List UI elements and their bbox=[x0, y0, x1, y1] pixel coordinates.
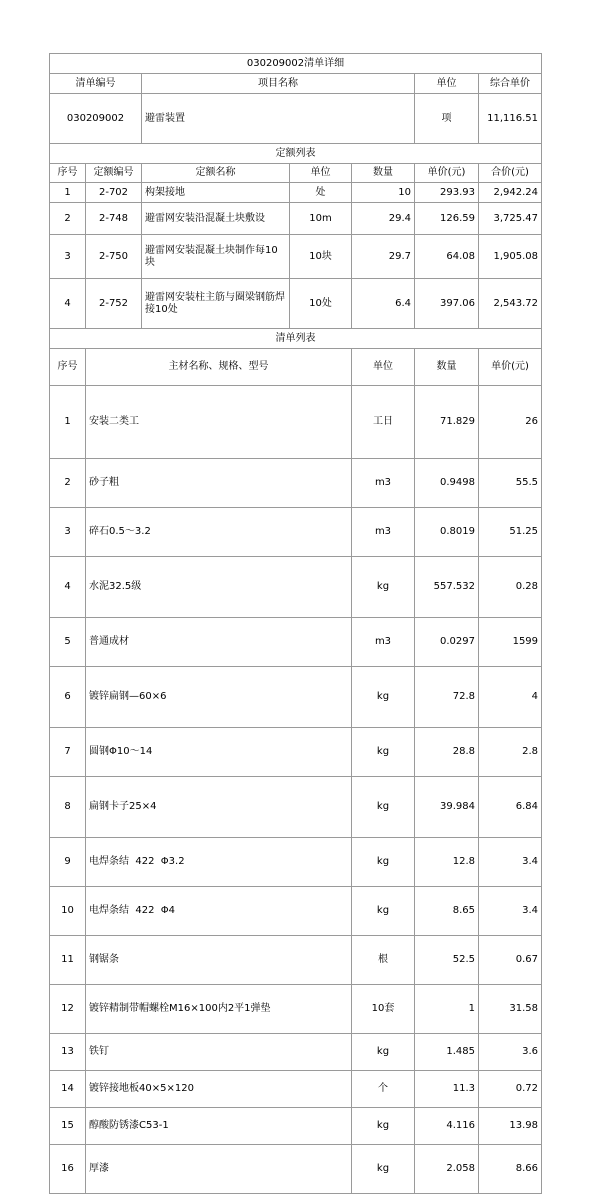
mat-seq: 2 bbox=[50, 459, 86, 508]
quota-row bbox=[50, 235, 542, 279]
quota-seq: 2 bbox=[50, 203, 86, 235]
item-name: 避雷装置 bbox=[142, 94, 415, 144]
mat-unit-price: 31.58 bbox=[479, 985, 542, 1034]
quota-name: 构架接地 bbox=[142, 183, 290, 203]
materials-row bbox=[50, 618, 542, 667]
quota-name: 避雷网安装沿混凝土块敷设 bbox=[142, 203, 290, 235]
quota-name: 避雷网安装柱主筋与圈梁钢筋焊接10处 bbox=[142, 279, 290, 329]
materials-row bbox=[50, 1071, 542, 1108]
mat-unit: kg bbox=[352, 777, 415, 838]
materials-row bbox=[50, 557, 542, 618]
mat-unit-price: 13.98 bbox=[479, 1108, 542, 1145]
materials-row bbox=[50, 1034, 542, 1071]
mat-unit: kg bbox=[352, 1034, 415, 1071]
mat-name: 圆钢Φ10～14 bbox=[86, 728, 352, 777]
quota-name: 避雷网安装混凝土块制作每10块 bbox=[142, 235, 290, 279]
mat-qty: 28.8 bbox=[415, 728, 479, 777]
mat-unit: 工日 bbox=[352, 386, 415, 459]
quota-row bbox=[50, 279, 542, 329]
bill-detail-table bbox=[49, 53, 542, 1194]
mat-qty: 72.8 bbox=[415, 667, 479, 728]
materials-row bbox=[50, 459, 542, 508]
quota-row bbox=[50, 203, 542, 235]
mat-name: 镀锌精制带帽螺栓M16×100内2平1弹垫 bbox=[86, 985, 352, 1034]
mat-unit: m3 bbox=[352, 459, 415, 508]
quota-qty: 29.7 bbox=[352, 235, 415, 279]
quota-seq: 4 bbox=[50, 279, 86, 329]
quota-code: 2-748 bbox=[86, 203, 142, 235]
quota-qty: 6.4 bbox=[352, 279, 415, 329]
mat-unit: kg bbox=[352, 838, 415, 887]
mat-seq: 5 bbox=[50, 618, 86, 667]
quota-col-header: 定额编号 bbox=[86, 164, 142, 183]
quota-row bbox=[50, 183, 542, 203]
mat-unit: 10套 bbox=[352, 985, 415, 1034]
mat-qty: 4.116 bbox=[415, 1108, 479, 1145]
page-title: 030209002清单详细 bbox=[50, 54, 542, 74]
mat-seq: 7 bbox=[50, 728, 86, 777]
mat-name: 钢锯条 bbox=[86, 936, 352, 985]
quota-unit: 10m bbox=[290, 203, 352, 235]
mat-unit: kg bbox=[352, 557, 415, 618]
mat-seq: 11 bbox=[50, 936, 86, 985]
mat-seq: 3 bbox=[50, 508, 86, 557]
materials-row bbox=[50, 386, 542, 459]
mat-unit: m3 bbox=[352, 618, 415, 667]
mat-qty: 2.058 bbox=[415, 1145, 479, 1194]
mat-qty: 12.8 bbox=[415, 838, 479, 887]
materials-row bbox=[50, 728, 542, 777]
quota-unit: 处 bbox=[290, 183, 352, 203]
materials-col-header: 数量 bbox=[415, 349, 479, 386]
mat-name: 水泥32.5级 bbox=[86, 557, 352, 618]
materials-row bbox=[50, 887, 542, 936]
mat-name: 安装二类工 bbox=[86, 386, 352, 459]
quota-unit-price: 126.59 bbox=[415, 203, 479, 235]
mat-unit-price: 3.4 bbox=[479, 887, 542, 936]
materials-row bbox=[50, 1108, 542, 1145]
mat-unit-price: 26 bbox=[479, 386, 542, 459]
mat-unit-price: 6.84 bbox=[479, 777, 542, 838]
mat-name: 普通成材 bbox=[86, 618, 352, 667]
mat-name: 醇酸防锈漆C53-1 bbox=[86, 1108, 352, 1145]
item-unit: 项 bbox=[415, 94, 479, 144]
mat-unit-price: 0.67 bbox=[479, 936, 542, 985]
quota-unit: 10块 bbox=[290, 235, 352, 279]
mat-seq: 4 bbox=[50, 557, 86, 618]
quota-header-row bbox=[50, 164, 542, 183]
mat-unit: 根 bbox=[352, 936, 415, 985]
quota-unit-price: 293.93 bbox=[415, 183, 479, 203]
materials-col-header: 单价(元) bbox=[479, 349, 542, 386]
quota-unit-price: 64.08 bbox=[415, 235, 479, 279]
mat-unit-price: 3.6 bbox=[479, 1034, 542, 1071]
mat-unit-price: 51.25 bbox=[479, 508, 542, 557]
item-code: 030209002 bbox=[50, 94, 142, 144]
mat-seq: 9 bbox=[50, 838, 86, 887]
quota-col-header: 数量 bbox=[352, 164, 415, 183]
mat-unit-price: 2.8 bbox=[479, 728, 542, 777]
item-price: 11,116.51 bbox=[479, 94, 542, 144]
quota-code: 2-702 bbox=[86, 183, 142, 203]
materials-row bbox=[50, 985, 542, 1034]
materials-row bbox=[50, 508, 542, 557]
mat-qty: 1.485 bbox=[415, 1034, 479, 1071]
quota-qty: 29.4 bbox=[352, 203, 415, 235]
mat-qty: 52.5 bbox=[415, 936, 479, 985]
mat-unit: kg bbox=[352, 887, 415, 936]
bill-detail-sheet bbox=[49, 53, 541, 1194]
price-header: 综合单价 bbox=[479, 74, 542, 94]
quota-code: 2-752 bbox=[86, 279, 142, 329]
mat-qty: 11.3 bbox=[415, 1071, 479, 1108]
materials-col-header: 主材名称、规格、型号 bbox=[86, 349, 352, 386]
quota-qty: 10 bbox=[352, 183, 415, 203]
mat-seq: 10 bbox=[50, 887, 86, 936]
mat-seq: 1 bbox=[50, 386, 86, 459]
mat-unit-price: 3.4 bbox=[479, 838, 542, 887]
mat-name: 厚漆 bbox=[86, 1145, 352, 1194]
mat-seq: 16 bbox=[50, 1145, 86, 1194]
materials-col-header: 序号 bbox=[50, 349, 86, 386]
mat-unit: m3 bbox=[352, 508, 415, 557]
quota-col-header: 定额名称 bbox=[142, 164, 290, 183]
mat-seq: 8 bbox=[50, 777, 86, 838]
mat-qty: 0.8019 bbox=[415, 508, 479, 557]
mat-unit: kg bbox=[352, 728, 415, 777]
mat-unit: 个 bbox=[352, 1071, 415, 1108]
mat-qty: 71.829 bbox=[415, 386, 479, 459]
quota-col-header: 合价(元) bbox=[479, 164, 542, 183]
quota-total: 2,543.72 bbox=[479, 279, 542, 329]
quota-unit-price: 397.06 bbox=[415, 279, 479, 329]
materials-col-header: 单位 bbox=[352, 349, 415, 386]
mat-unit-price: 8.66 bbox=[479, 1145, 542, 1194]
materials-row bbox=[50, 936, 542, 985]
materials-row bbox=[50, 667, 542, 728]
mat-qty: 39.984 bbox=[415, 777, 479, 838]
mat-unit-price: 1599 bbox=[479, 618, 542, 667]
unit-header: 单位 bbox=[415, 74, 479, 94]
mat-name: 镀锌扁钢—60×6 bbox=[86, 667, 352, 728]
mat-seq: 13 bbox=[50, 1034, 86, 1071]
mat-name: 铁钉 bbox=[86, 1034, 352, 1071]
mat-name: 电焊条结 422 Φ3.2 bbox=[86, 838, 352, 887]
name-header: 项目名称 bbox=[142, 74, 415, 94]
mat-unit-price: 0.72 bbox=[479, 1071, 542, 1108]
mat-name: 碎石0.5～3.2 bbox=[86, 508, 352, 557]
mat-seq: 15 bbox=[50, 1108, 86, 1145]
quota-section-title: 定额列表 bbox=[50, 144, 542, 164]
mat-unit: kg bbox=[352, 667, 415, 728]
mat-seq: 12 bbox=[50, 985, 86, 1034]
mat-name: 电焊条结 422 Φ4 bbox=[86, 887, 352, 936]
quota-total: 1,905.08 bbox=[479, 235, 542, 279]
materials-row bbox=[50, 1145, 542, 1194]
mat-unit-price: 0.28 bbox=[479, 557, 542, 618]
mat-unit-price: 55.5 bbox=[479, 459, 542, 508]
quota-col-header: 单位 bbox=[290, 164, 352, 183]
mat-qty: 557.532 bbox=[415, 557, 479, 618]
mat-name: 扁钢卡子25×4 bbox=[86, 777, 352, 838]
quota-code: 2-750 bbox=[86, 235, 142, 279]
mat-qty: 0.9498 bbox=[415, 459, 479, 508]
materials-row bbox=[50, 838, 542, 887]
quota-total: 3,725.47 bbox=[479, 203, 542, 235]
mat-name: 砂子粗 bbox=[86, 459, 352, 508]
mat-qty: 0.0297 bbox=[415, 618, 479, 667]
quota-col-header: 单价(元) bbox=[415, 164, 479, 183]
code-header: 清单编号 bbox=[50, 74, 142, 94]
mat-seq: 14 bbox=[50, 1071, 86, 1108]
mat-unit: kg bbox=[352, 1145, 415, 1194]
quota-seq: 1 bbox=[50, 183, 86, 203]
mat-qty: 8.65 bbox=[415, 887, 479, 936]
materials-row bbox=[50, 777, 542, 838]
mat-name: 镀锌接地板40×5×120 bbox=[86, 1071, 352, 1108]
mat-seq: 6 bbox=[50, 667, 86, 728]
materials-section-title: 清单列表 bbox=[50, 329, 542, 349]
quota-col-header: 序号 bbox=[50, 164, 86, 183]
mat-qty: 1 bbox=[415, 985, 479, 1034]
quota-total: 2,942.24 bbox=[479, 183, 542, 203]
table-body bbox=[50, 54, 542, 1194]
mat-unit: kg bbox=[352, 1108, 415, 1145]
quota-unit: 10处 bbox=[290, 279, 352, 329]
quota-seq: 3 bbox=[50, 235, 86, 279]
materials-header-row bbox=[50, 349, 542, 386]
mat-unit-price: 4 bbox=[479, 667, 542, 728]
